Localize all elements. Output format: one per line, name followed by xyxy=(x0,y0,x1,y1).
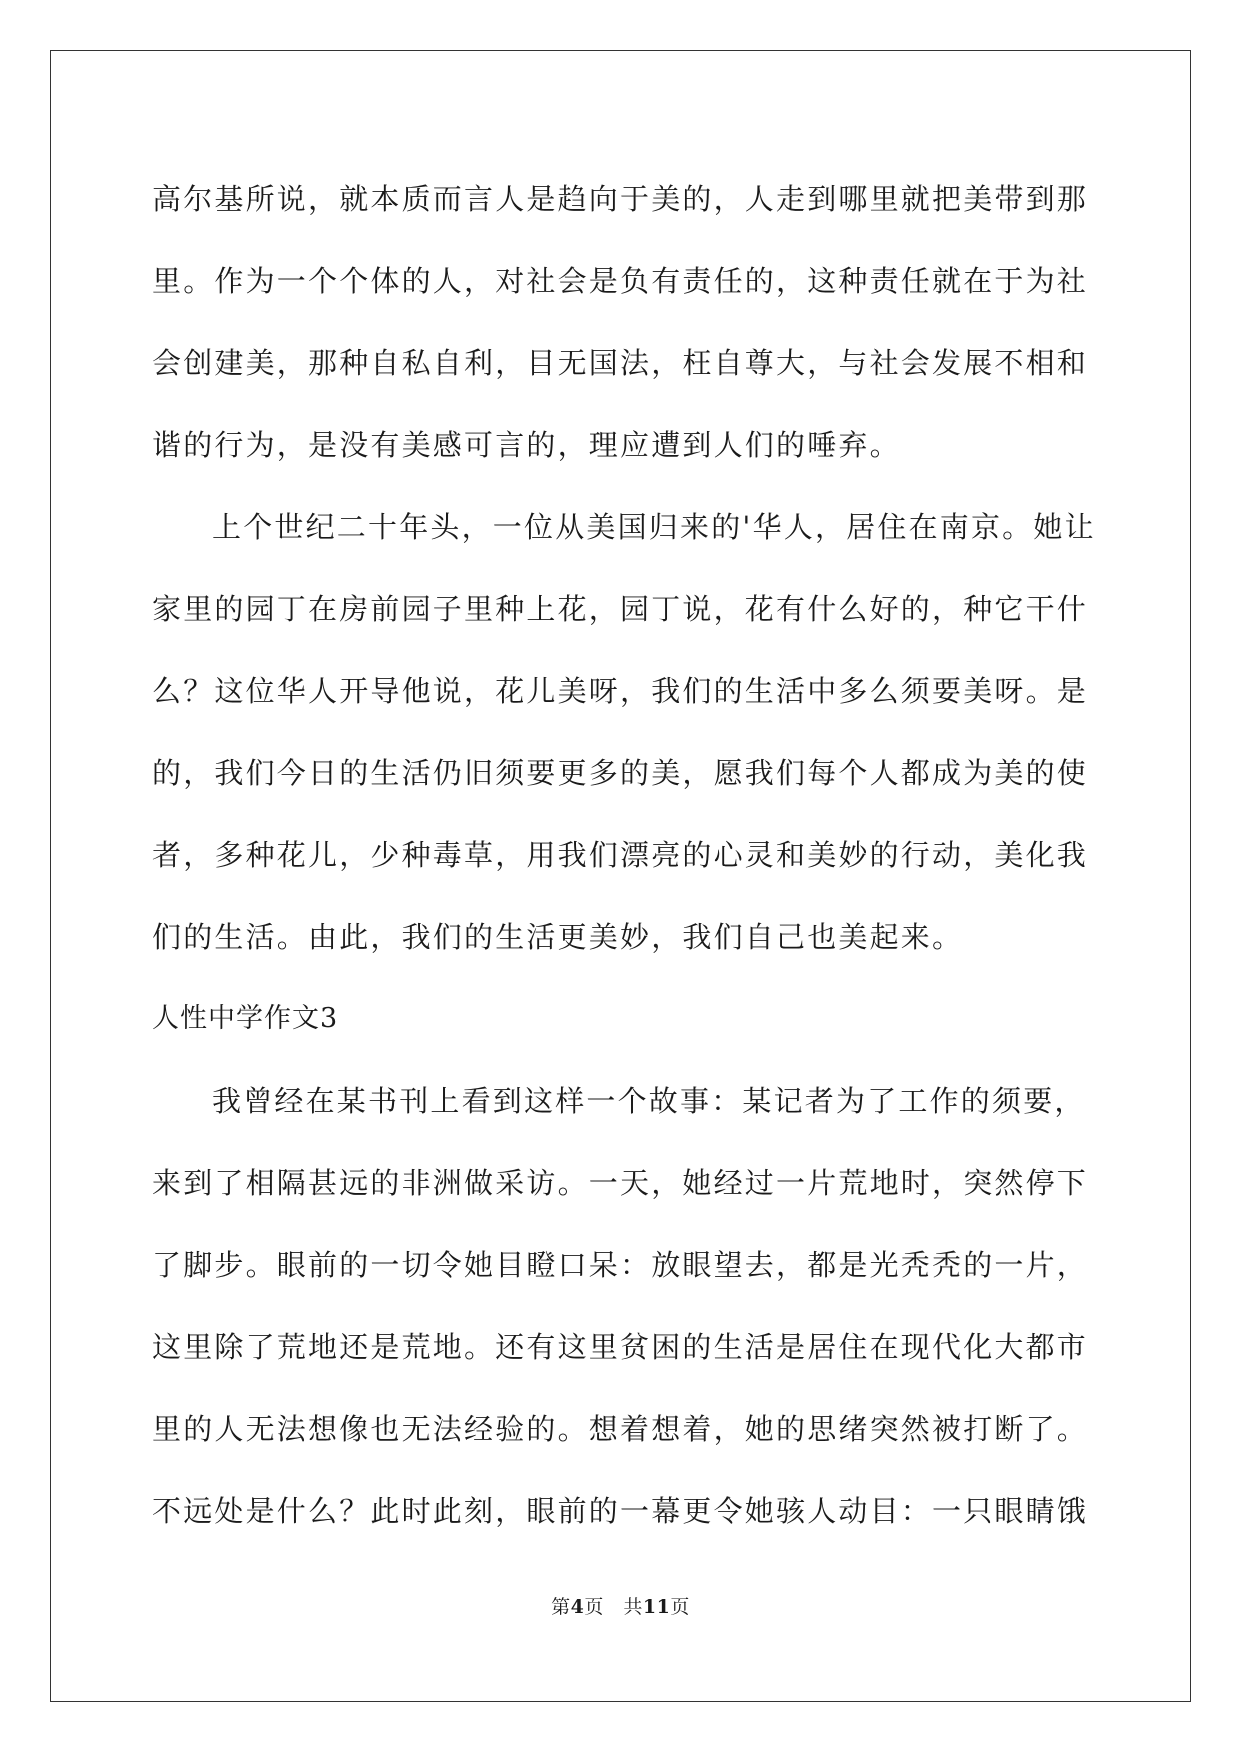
footer-mid: 页 共 xyxy=(584,1596,643,1618)
footer-suffix: 页 xyxy=(670,1596,690,1618)
text-line: 者，多种花儿，少种毒草，用我们漂亮的心灵和美妙的行动，美化我 xyxy=(152,838,1089,872)
text-line: 谐的行为，是没有美感可言的，理应遭到人们的唾弃。 xyxy=(152,428,901,462)
text-line: 会创建美，那种自私自利，目无国法，枉自尊大，与社会发展不相和 xyxy=(152,346,1089,380)
document-body xyxy=(152,158,1096,1552)
text-line: 不远处是什么？此时此刻，眼前的一幕更令她骇人动目：一只眼睛饿 xyxy=(152,1494,1089,1528)
text-line: 这里除了荒地还是荒地。还有这里贫困的生活是居住在现代化大都市 xyxy=(152,1330,1089,1364)
page-number: 4 xyxy=(570,1596,585,1618)
text-line: 高尔基所说，就本质而言人是趋向于美的，人走到哪里就把美带到那 xyxy=(152,182,1089,216)
text-line: 来到了相隔甚远的非洲做采访。一天，她经过一片荒地时，突然停下 xyxy=(152,1166,1089,1200)
text-line: 们的生活。由此，我们的生活更美妙，我们自己也美起来。 xyxy=(152,920,964,954)
text-line: 里的人无法想像也无法经验的。想着想着，她的思绪突然被打断了。 xyxy=(152,1412,1089,1446)
total-pages: 11 xyxy=(642,1596,671,1618)
text-line: 里。作为一个个体的人，对社会是负有责任的，这种责任就在于为社 xyxy=(152,264,1089,298)
text-line: 么？这位华人开导他说，花儿美呀，我们的生活中多么须要美呀。是 xyxy=(152,674,1089,708)
text-line: 的，我们今日的生活仍旧须要更多的美，愿我们每个人都成为美的使 xyxy=(152,756,1089,790)
footer-prefix: 第 xyxy=(551,1596,571,1618)
text-line: 我曾经在某书刊上看到这样一个故事：某记者为了工作的须要， xyxy=(212,1084,1086,1118)
text-line: 上个世纪二十年头，一位从美国归来的'华人，居住在南京。她让 xyxy=(212,510,1096,544)
text-line: 家里的园丁在房前园子里种上花，园丁说，花有什么好的，种它干什 xyxy=(152,592,1089,626)
page-footer xyxy=(0,1592,1241,1619)
section-heading: 人性中学作文3 xyxy=(152,1003,339,1034)
text-line: 了脚步。眼前的一切令她目瞪口呆：放眼望去，都是光秃秃的一片， xyxy=(152,1248,1089,1282)
